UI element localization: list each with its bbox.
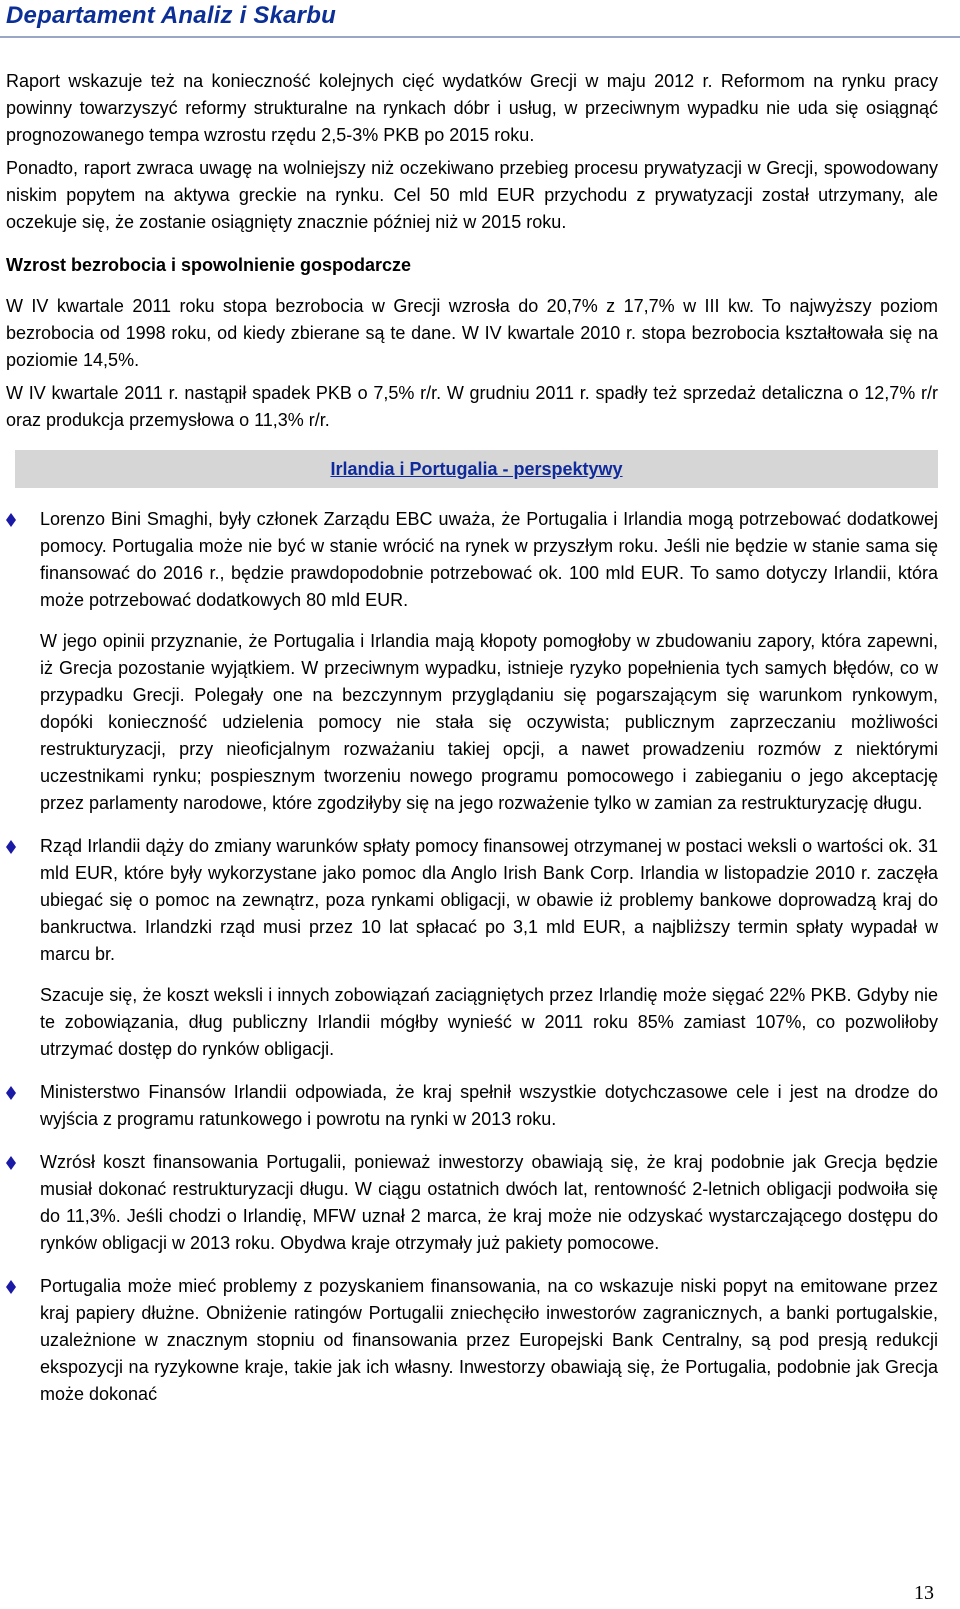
intro-paragraph-2: Ponadto, raport zwraca uwagę na wolniejszy niż oczekiwano przebieg procesu prywatyzacji w Grecji, spowodowany niskim popytem na aktywa greckie na rynku. Cel 50 mld EUR przychodu z prywatyzacji został utrzymany, ale oczekuje się, że zostanie osiągnięty znacznie później niż w 2015 roku.: [6, 158, 938, 232]
bullet-paragraph: Ministerstwo Finansów Irlandii odpowiada, że kraj spełnił wszystkie dotychczasowe cele i jest na drodze do wyjścia z programu ratunkowego i powrotu na rynki w 2013 roku.: [40, 1082, 938, 1129]
bullet-paragraph: W jego opinii przyznanie, że Portugalia i Irlandia mają kłopoty pomogłoby w zbudowaniu zapory, która zapewni, iż Grecja pozostanie wyjątkiem. W przeciwnym wypadku, istnieje ryzyko popełnienia tych samych błędów, co w przypadku Grecji. Polegały one na bezczynnym przyglądaniu się pogarszającym się warunkom rynkowym, dopóki konieczność udzielenia pomocy nie stała się oczywista; publicznym zaprzeczaniu możliwości restrukturyzacji, przy nieoficjalnym rozważaniu takiej opcji, a nawet prowadzeniu rozmów z niektórymi uczestnikami rynku; pospiesznym tworzeniu nowego programu pomocowego i zabieganiu o jego akceptację przez parlamenty narodowe, które zgodziłyby się na jego rozważenie tylko w zamian za restrukturyzację długu.: [40, 631, 938, 813]
page-header-title: Departament Analiz i Skarbu: [6, 2, 336, 29]
section-banner: [15, 450, 938, 488]
diamond-bullet-icon: [6, 1086, 16, 1100]
bullet-paragraph: Portugalia może mieć problemy z pozyskaniem finansowania, na co wskazuje niski popyt na emitowane przez kraj papiery dłużne. Obniżenie ratingów Portugalii zniechęciło inwestorów zagranicznych, a banki portugalskie, uzależnione w znacznym stopniu od finansowania przez Europejski Bank Centralny, są pod presją redukcji ekspozycji na ryzykowne kraje, takie jak ich własny. Inwestorzy obawiają się, że Portugalia, podobnie jak Grecja może dokonać: [40, 1276, 938, 1404]
bullet-paragraph: Wzrósł koszt finansowania Portugalii, ponieważ inwestorzy obawiają się, że kraj podobnie jak Grecja będzie musiał dokonać restrukturyzacji długu. W ciągu ostatnich dwóch lat, rentowność 2-letnich obligacji podwoiła się do 11,3%. Jeśli chodzi o Irlandię, MFW uznał 2 marca, że kraj może nie odzyskać wystarczającego dostępu do rynków obligacji w 2013 roku. Obydwa kraje otrzymały już pakiety pomocowe.: [40, 1152, 938, 1253]
diamond-bullet-icon: [6, 1280, 16, 1294]
diamond-bullet-icon: [6, 840, 16, 854]
bullet-item-portugal-ireland-aid: [6, 506, 938, 817]
unemployment-paragraph-1: W IV kwartale 2011 roku stopa bezrobocia w Grecji wzrosła do 20,7% z 17,7% w III kw. To najwyższy poziom bezrobocia od 1998 roku, od kiedy zbierane są te dane. W IV kwartale 2010 r. stopa bezrobocia kształtowała się na poziomie 14,5%.: [6, 296, 938, 370]
diamond-bullet-icon: [6, 513, 16, 527]
bullet-paragraph: Lorenzo Bini Smaghi, były członek Zarządu EBC uważa, że Portugalia i Irlandia mogą potrzebować dodatkowej pomocy. Portugalia może nie być w stanie wrócić na rynek w przyszłym roku. Jeśli nie będzie w stanie sama się finansować do 2016 r., będzie prawdopodobnie potrzebować ok. 100 mld EUR. To samo dotyczy Irlandii, która może potrzebować dodatkowych 80 mld EUR.: [40, 509, 938, 610]
bullet-item-ireland-promissory-notes: [6, 833, 938, 1063]
page-number: 13: [914, 1582, 934, 1604]
bullet-paragraph: Rząd Irlandii dąży do zmiany warunków spłaty pomocy finansowej otrzymanej w postaci weksli o wartości ok. 31 mld EUR, które były wykorzystane jako pomoc dla Anglo Irish Bank Corp. Irlandia w listopadzie 2010 r. zaczęła ubiegać się o pomoc na zewnątrz, poza rynkami obligacji, w obawie iż problemy bankowe doprowadzą kraj do bankructwa. Irlandzki rząd musi przez 10 lat spłacać po 3,1 mld EUR, a najbliższy termin spłaty wypadał w marcu br.: [40, 836, 938, 964]
bullet-item-ireland-finance-ministry: [6, 1079, 938, 1133]
header-divider: [0, 36, 960, 38]
bullet-item-portugal-financing-cost: [6, 1149, 938, 1257]
intro-paragraph-1: Raport wskazuje też na konieczność kolejnych cięć wydatków Grecji w maju 2012 r. Reformom na rynku pracy powinny towarzyszyć reformy strukturalne na rynkach dóbr i usług, w przeciwnym wypadku nie uda się osiągnąć prognozowanego tempa wzrostu rzędu 2,5-3% PKB po 2015 roku.: [6, 71, 938, 145]
unemployment-paragraph-2: W IV kwartale 2011 r. nastąpił spadek PKB o 7,5% r/r. W grudniu 2011 r. spadły też sprzedaż detaliczna o 12,7% r/r oraz produkcja przemysłowa o 11,3% r/r.: [6, 383, 938, 430]
section-heading-unemployment: Wzrost bezrobocia i spowolnienie gospodarcze: [6, 255, 412, 275]
bullet-paragraph: Szacuje się, że koszt weksli i innych zobowiązań zaciągniętych przez Irlandię może sięgać 22% PKB. Gdyby nie te zobowiązania, dług publiczny Irlandii mógłby wynieść w 2011 roku 85% zamiast 107%, co pozwoliłoby utrzymać dostęp do rynków obligacji.: [40, 985, 938, 1059]
document-body: [6, 68, 938, 1408]
bullet-item-portugal-funding-problems: [6, 1273, 938, 1408]
diamond-bullet-icon: [6, 1156, 16, 1170]
section-banner-title: Irlandia i Portugalia - perspektywy: [330, 459, 623, 479]
